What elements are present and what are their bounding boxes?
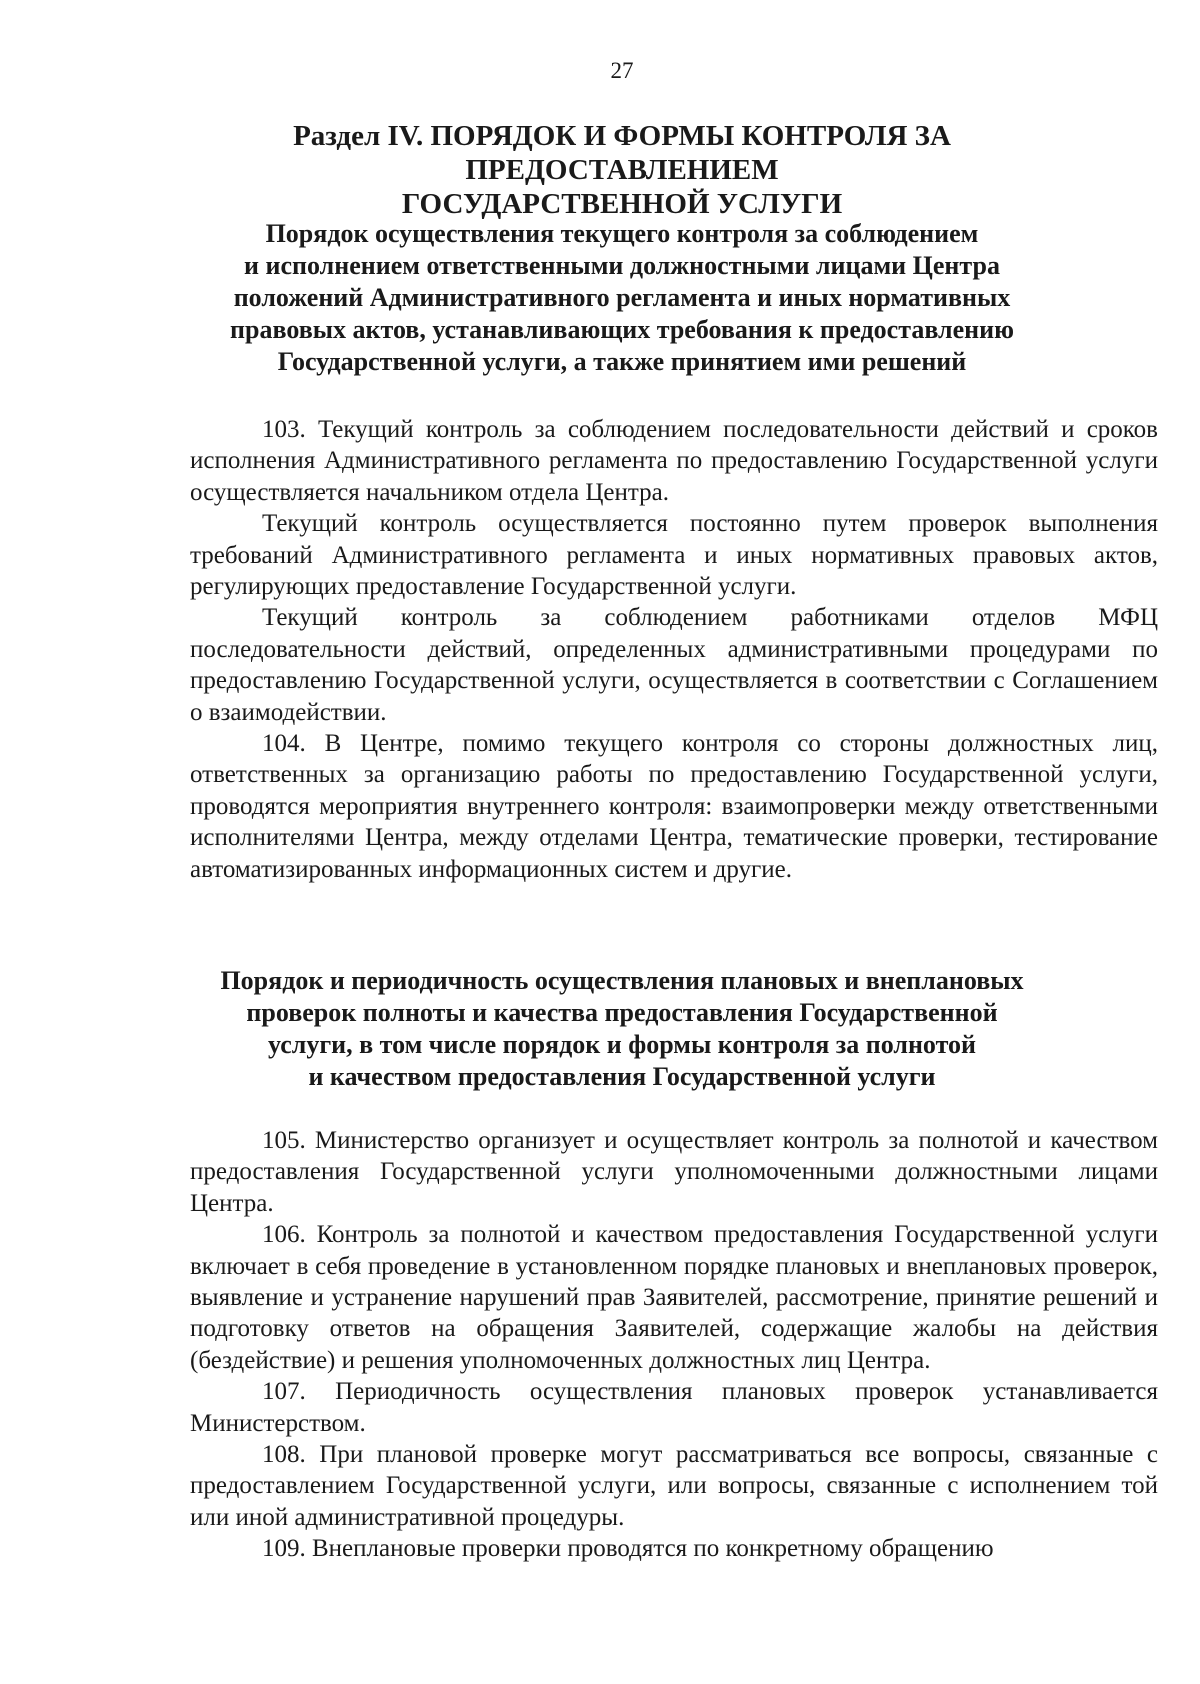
subsection-title-line: Порядок осуществления текущего контроля за соблюдением bbox=[265, 219, 979, 248]
section-title-line: Раздел IV. ПОРЯДОК И ФОРМЫ КОНТРОЛЯ ЗА ПРЕДОСТАВЛЕНИЕМ bbox=[293, 120, 951, 186]
body-text-current-control bbox=[190, 414, 1158, 885]
paragraph-103-control: Текущий контроль осуществляется постоянно путем проверок выполнения требований Административного регламента и иных нормативных правовых актов, регулирующих предоставление Государственной услуги. bbox=[190, 510, 1158, 601]
subsection-title-line: Порядок и периодичность осуществления плановых и внеплановых bbox=[220, 966, 1024, 995]
subsection-title-line: проверок полноты и качества предоставления Государственной bbox=[246, 998, 998, 1027]
section-title bbox=[150, 119, 1094, 221]
subsection-title-line: правовых актов, устанавливающих требования к предоставлению bbox=[230, 315, 1014, 344]
subsection-title-line: услуги, в том числе порядок и формы контроля за полнотой bbox=[268, 1030, 976, 1059]
section-title-line: ГОСУДАРСТВЕННОЙ УСЛУГИ bbox=[401, 188, 843, 220]
subsection-title-line: Государственной услуги, а также принятием ими решений bbox=[277, 347, 967, 376]
subsection-title-line: положений Административного регламента и иных нормативных bbox=[233, 283, 1011, 312]
subsection-title-line: и качеством предоставления Государственной услуги bbox=[308, 1062, 936, 1091]
paragraph-105: 105. Министерство организует и осуществляет контроль за полнотой и качеством предоставления Государственной услуги уполномоченными должностными лицами Центра. bbox=[190, 1127, 1158, 1217]
subsection-title-current-control bbox=[150, 218, 1094, 378]
paragraph-108: 108. При плановой проверке могут рассматриваться все вопросы, связанные с предоставлением Государственной услуги, или вопросы, связанные с исполнением той или иной административной процедуры. bbox=[190, 1441, 1158, 1531]
paragraph-107: 107. Периодичность осуществления плановых проверок устанавливается Министерством. bbox=[190, 1378, 1158, 1437]
paragraph-106: 106. Контроль за полнотой и качеством предоставления Государственной услуги включает в себя проведение в установленном порядке плановых и внеплановых проверок, выявление и устранение нарушений прав Заявителей, рассмотрение, принятие решений и подготовку ответов на обращения Заявителей, содержащие жалобы на действия (бездействие) и решения уполномоченных должностных лиц Центра. bbox=[190, 1221, 1158, 1374]
paragraph-103: 103. Текущий контроль за соблюдением последовательности действий и сроков исполнения Административного регламента по предоставлению Государственной услуги осуществляется начальником отдела Центра. bbox=[190, 416, 1158, 506]
page-number: 27 bbox=[610, 58, 634, 83]
body-text-inspections bbox=[190, 1125, 1158, 1565]
subsection-title-inspections bbox=[150, 965, 1094, 1093]
subsection-title-line: и исполнением ответственными должностными лицами Центра bbox=[244, 251, 1000, 280]
paragraph-104: 104. В Центре, помимо текущего контроля со стороны должностных лиц, ответственных за организацию работы по предоставлению Государственной услуги, проводятся мероприятия внутреннего контроля: взаимопроверки между ответственными исполнителями Центра, между отделами Центра, тематические проверки, тестирование автоматизированных информационных систем и другие. bbox=[190, 730, 1158, 883]
paragraph-103-mfc: Текущий контроль за соблюдением работниками отделов МФЦ последовательности действий, определенных административными процедурами по предоставлению Государственной услуги, осуществляется в соответствии с Соглашением о взаимодействии. bbox=[190, 604, 1158, 726]
paragraph-109: 109. Внеплановые проверки проводятся по конкретному обращению bbox=[262, 1535, 994, 1563]
